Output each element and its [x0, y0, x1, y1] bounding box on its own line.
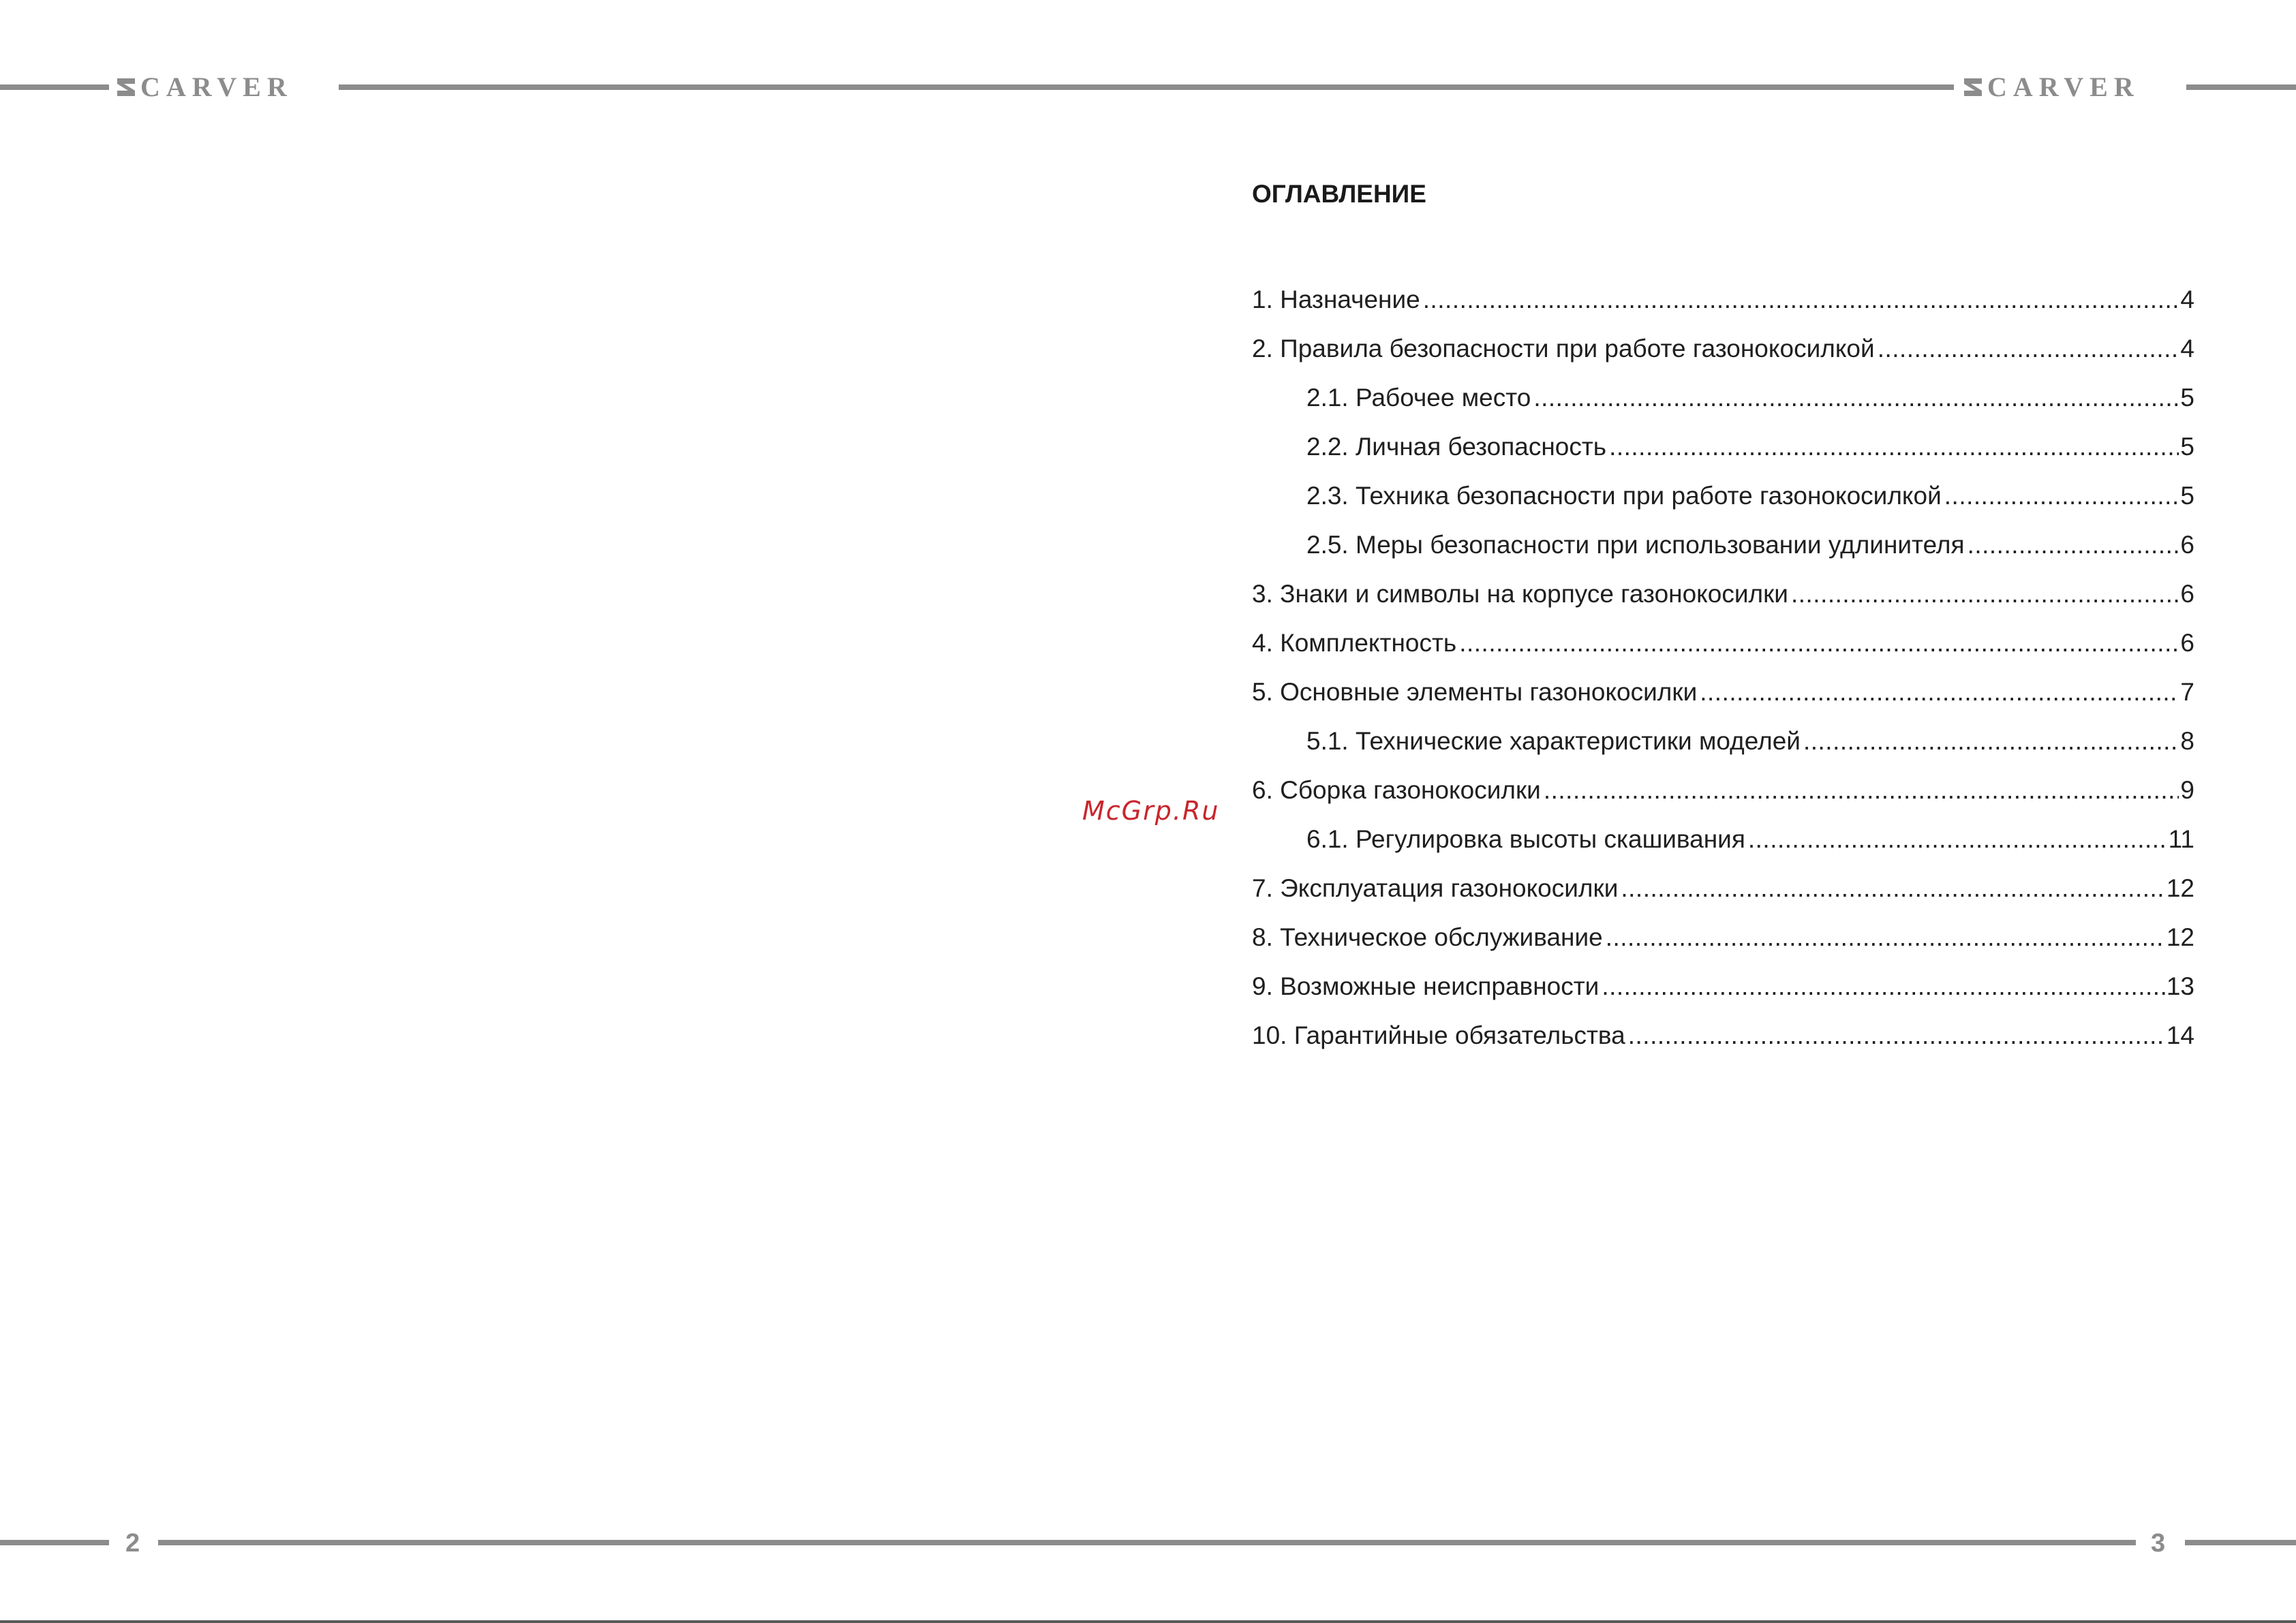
carver-mark-icon: [117, 78, 135, 96]
toc-entry-page: 12: [2166, 923, 2194, 951]
carver-mark-icon: [1964, 78, 1982, 96]
toc-subentry[interactable]: [1252, 815, 2194, 864]
brand-logo-left: [117, 74, 293, 101]
toc-subentry[interactable]: [1252, 717, 2194, 766]
toc-entry-label: 9. Возможные неисправности: [1252, 968, 1602, 1005]
toc-subentry[interactable]: [1252, 472, 2194, 521]
dot-leader: [1628, 1017, 2165, 1054]
toc-entry[interactable]: [1252, 913, 2194, 962]
toc-title: ОГЛАВЛЕНИЕ: [1252, 180, 1426, 208]
toc-entry-label: 3. Знаки и символы на корпусе газонокосилки: [1252, 576, 1791, 613]
toc-entry[interactable]: [1252, 962, 2194, 1011]
dot-leader: [1459, 625, 2179, 662]
dot-leader: [1423, 281, 2179, 318]
toc-entry-label: 5.1. Технические характеристики моделей: [1306, 723, 1803, 760]
toc-entry-label: 8. Техническое обслуживание: [1252, 919, 1606, 956]
brand-logo-right: [1964, 74, 2140, 101]
page-bottom-edge: [0, 1620, 2296, 1623]
watermark: McGrp.Ru: [1082, 796, 1220, 826]
page-number-right: 3: [2151, 1529, 2166, 1558]
toc-entry[interactable]: [1252, 864, 2194, 913]
toc-entry-page: 6: [2180, 629, 2194, 657]
toc-entry[interactable]: [1252, 766, 2194, 815]
toc-entry-label: 2. Правила безопасности при работе газонокосилкой: [1252, 330, 1878, 367]
dot-leader: [1606, 919, 2165, 956]
toc-entry-page: 13: [2166, 972, 2194, 1000]
dot-leader: [1968, 527, 2179, 563]
header-rule-left-inner: [339, 84, 1954, 90]
dot-leader: [1944, 478, 2179, 514]
toc-entry[interactable]: [1252, 668, 2194, 717]
dot-leader: [1602, 968, 2165, 1005]
toc-entry-page: 7: [2180, 678, 2194, 706]
toc-entry-page: 6: [2180, 580, 2194, 608]
toc-entry[interactable]: [1252, 324, 2194, 373]
toc-entry-page: 14: [2166, 1021, 2194, 1049]
toc-entry-page: 5: [2180, 384, 2194, 412]
dot-leader: [1878, 330, 2179, 367]
toc-entry-label: 2.2. Личная безопасность: [1306, 429, 1609, 465]
toc-entry-label: 6. Сборка газонокосилки: [1252, 772, 1544, 809]
toc-entry[interactable]: [1252, 570, 2194, 619]
toc-entry[interactable]: [1252, 275, 2194, 324]
toc-entry[interactable]: [1252, 619, 2194, 668]
toc-entry-page: 12: [2166, 874, 2194, 902]
header-rule-left-outer: [0, 84, 109, 90]
toc-entry-label: 5. Основные элементы газонокосилки: [1252, 674, 1700, 711]
toc-entry-label: 2.3. Техника безопасности при работе газонокосилкой: [1306, 478, 1944, 514]
brand-name-left: CARVER: [140, 72, 293, 102]
toc-entry-label: 4. Комплектность: [1252, 625, 1459, 662]
toc-entry-page: 4: [2180, 285, 2194, 313]
footer-rule-left-outer: [0, 1540, 109, 1545]
toc-subentry[interactable]: [1252, 422, 2194, 472]
toc-subentry[interactable]: [1252, 521, 2194, 570]
dot-leader: [1748, 821, 2167, 858]
dot-leader: [1609, 429, 2179, 465]
dot-leader: [1803, 723, 2179, 760]
toc-entry-page: 9: [2180, 776, 2194, 804]
toc-entry-label: 7. Эксплуатация газонокосилки: [1252, 870, 1621, 907]
toc-subentry[interactable]: [1252, 373, 2194, 422]
table-of-contents: [1252, 275, 2194, 1060]
toc-entry-label: 6.1. Регулировка высоты скашивания: [1306, 821, 1748, 858]
toc-entry-page: 5: [2180, 433, 2194, 461]
dot-leader: [1791, 576, 2179, 613]
dot-leader: [1533, 380, 2179, 416]
brand-name-right: CARVER: [1987, 72, 2140, 102]
toc-entry[interactable]: [1252, 1011, 2194, 1060]
toc-entry-page: 11: [2168, 825, 2194, 853]
footer-rule-middle: [158, 1540, 2136, 1545]
footer-rule-right-outer: [2185, 1540, 2296, 1545]
dot-leader: [1544, 772, 2179, 809]
toc-entry-page: 6: [2180, 531, 2194, 559]
header-rule-right-outer: [2186, 84, 2296, 90]
toc-entry-page: 5: [2180, 482, 2194, 510]
toc-entry-label: 10. Гарантийные обязательства: [1252, 1017, 1628, 1054]
toc-entry-page: 4: [2180, 335, 2194, 362]
toc-entry-label: 2.5. Меры безопасности при использовании удлинителя: [1306, 527, 1968, 563]
dot-leader: [1700, 674, 2179, 711]
page-number-left: 2: [125, 1529, 140, 1558]
toc-entry-label: 2.1. Рабочее место: [1306, 380, 1533, 416]
toc-entry-page: 8: [2180, 727, 2194, 755]
toc-entry-label: 1. Назначение: [1252, 281, 1423, 318]
dot-leader: [1621, 870, 2164, 907]
